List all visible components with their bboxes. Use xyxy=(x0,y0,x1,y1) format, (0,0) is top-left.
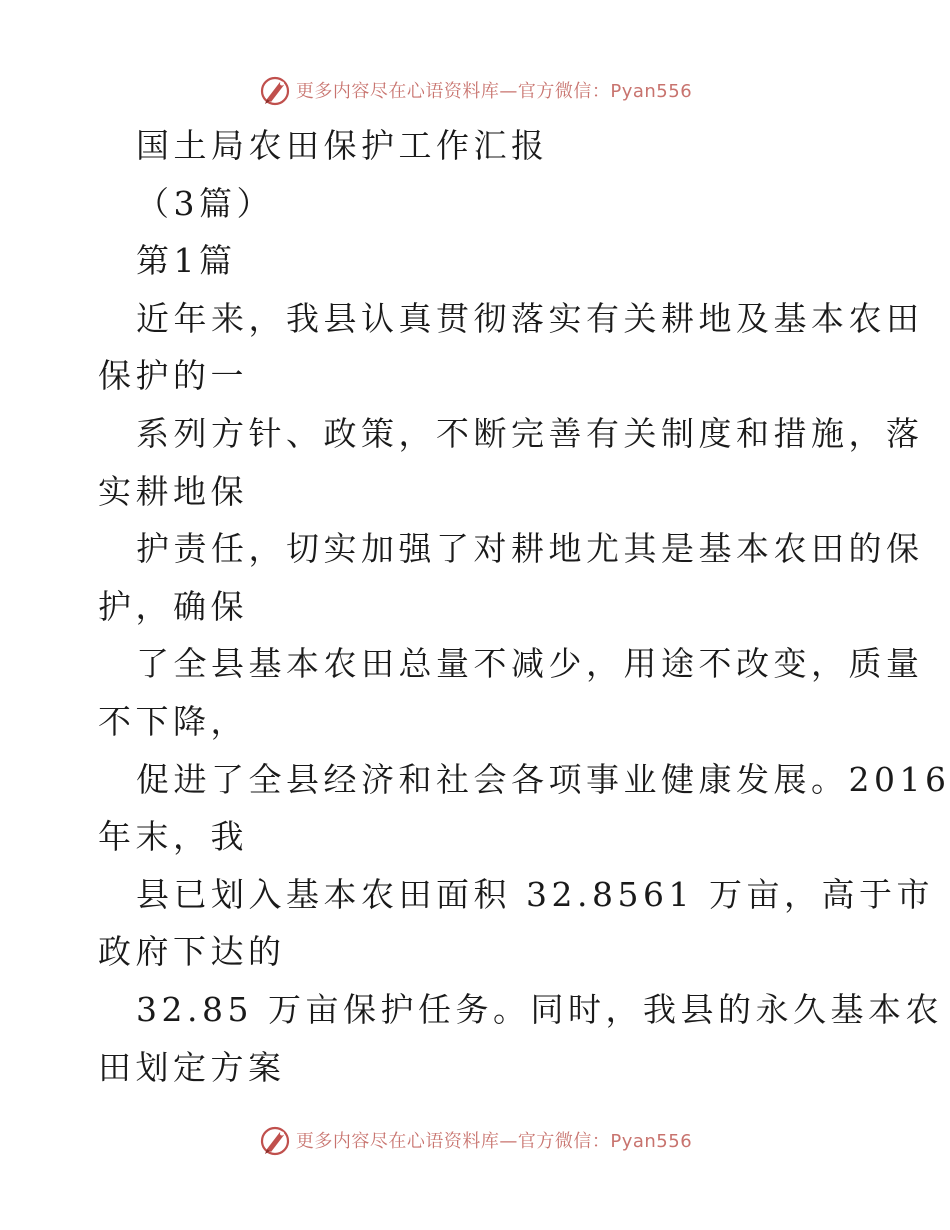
text-line: 县已划入基本农田面积 32.8561 万亩，高于市 xyxy=(136,874,934,914)
text-line: 护责任，切实加强了对耕地尤其是基本农田的保 xyxy=(136,529,924,569)
text-line: 实耕地保 xyxy=(98,471,248,511)
footer-watermark xyxy=(0,1120,950,1160)
text-line: 护，确保 xyxy=(98,586,248,626)
watermark-text: 更多内容尽在心语资料库—官方微信：Pyan556 xyxy=(295,1131,693,1152)
red-pen-logo-icon xyxy=(258,73,292,107)
document-title: 国土局农田保护工作汇报 xyxy=(136,126,549,165)
text-line: 保护的一 xyxy=(98,356,248,396)
watermark-text: 更多内容尽在心语资料库—官方微信：Pyan556 xyxy=(295,81,693,102)
text-line: 32.85 万亩保护任务。同时，我县的永久基本农 xyxy=(136,990,943,1029)
text-line: 近年来，我县认真贯彻落实有关耕地及基本农田 xyxy=(136,298,924,338)
text-line: 政府下达的 xyxy=(98,932,286,972)
text-line: 不下降， xyxy=(98,702,248,741)
text-line: 年末，我 xyxy=(98,817,248,857)
text-line: 系列方针、政策，不断完善有关制度和措施，落 xyxy=(136,414,924,453)
red-pen-logo-icon xyxy=(258,1123,292,1157)
text-line: 田划定方案 xyxy=(98,1047,286,1087)
text-line: （3篇） xyxy=(136,183,274,223)
text-line: 第1篇 xyxy=(136,241,237,281)
text-line: 促进了全县经济和社会各项事业健康发展。2016 xyxy=(136,759,950,799)
header-watermark xyxy=(0,70,950,110)
text-line: 了全县基本农田总量不减少，用途不改变，质量 xyxy=(136,644,924,684)
